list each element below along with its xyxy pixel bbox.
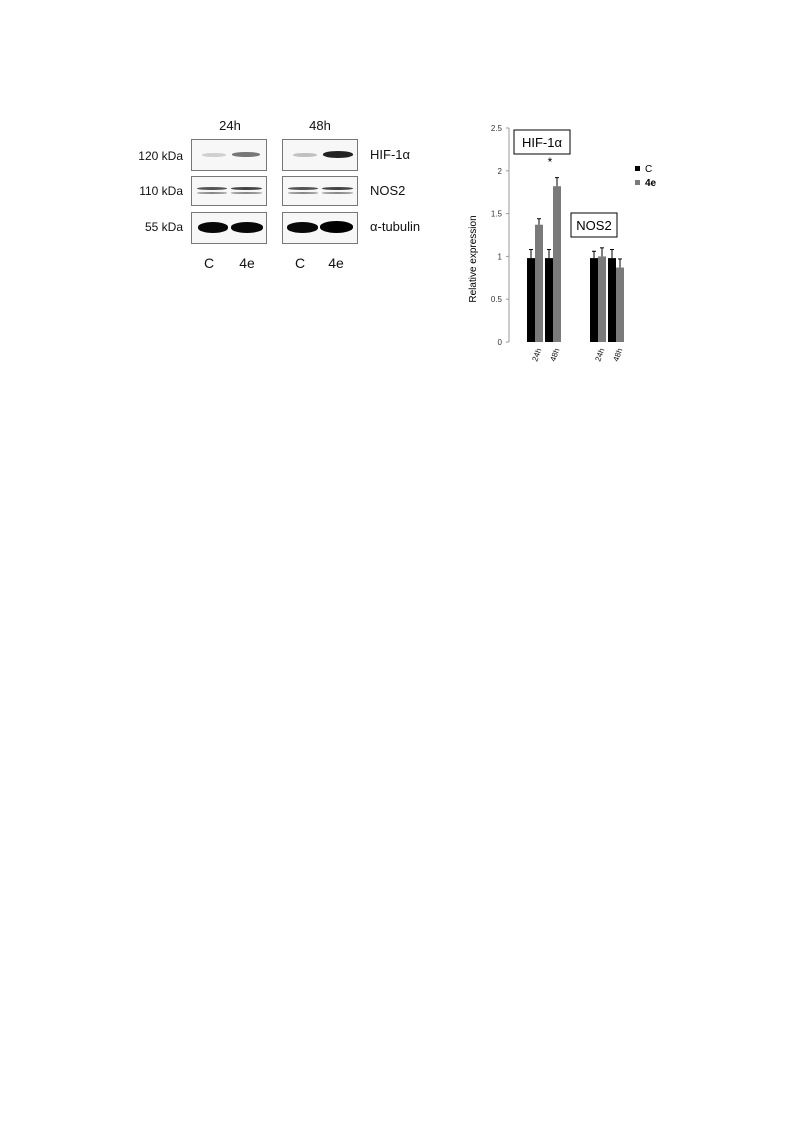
blot-tubulin-24h bbox=[191, 212, 267, 244]
band-hif1a-24h-4e bbox=[232, 152, 260, 157]
blot-tubulin-48h bbox=[282, 212, 358, 244]
bar-4e-1 bbox=[553, 186, 561, 342]
band-nos2-24h-4e-upper bbox=[231, 187, 262, 190]
y-tick-label: 2 bbox=[497, 166, 502, 176]
protein-label-nos2: NOS2 bbox=[370, 183, 406, 198]
band-nos2-48h-c-upper bbox=[288, 187, 318, 190]
significance-asterisk: * bbox=[547, 155, 553, 169]
lane-label-c-24h: C bbox=[203, 255, 215, 271]
x-tick-label: 24h bbox=[593, 347, 607, 363]
group-label-nos2: NOS2 bbox=[576, 218, 612, 233]
bar-4e-0 bbox=[535, 225, 543, 342]
y-tick-label: 2.5 bbox=[490, 124, 502, 133]
bar-C-0 bbox=[527, 258, 535, 342]
kda-label-110: 110 kDa bbox=[139, 184, 183, 198]
band-nos2-24h-4e-lower bbox=[231, 192, 262, 194]
legend-label-c: C bbox=[645, 164, 653, 175]
blot-nos2-24h bbox=[191, 176, 267, 206]
kda-label-120: 120 kDa bbox=[138, 149, 183, 163]
bar-C-2 bbox=[590, 258, 598, 342]
y-tick-label: 1.5 bbox=[490, 209, 502, 219]
band-nos2-24h-c-upper bbox=[197, 187, 227, 190]
blot-hif1a-48h bbox=[282, 139, 358, 171]
bar-4e-2 bbox=[598, 256, 606, 342]
legend-swatch-4e bbox=[635, 180, 640, 185]
band-nos2-48h-4e-upper bbox=[322, 187, 353, 190]
x-tick-label: 48h bbox=[548, 347, 562, 363]
lane-label-c-48h: C bbox=[294, 255, 306, 271]
band-nos2-24h-c-lower bbox=[197, 192, 227, 194]
y-tick-label: 1 bbox=[497, 252, 502, 262]
protein-label-tubulin: α-tubulin bbox=[370, 219, 421, 234]
band-nos2-48h-c-lower bbox=[288, 192, 318, 194]
protein-label-hif1a: HIF-1α bbox=[370, 147, 411, 162]
blot-hif1a-24h bbox=[191, 139, 267, 171]
legend-label-4e: 4e bbox=[645, 178, 657, 189]
x-tick-label: 48h bbox=[611, 347, 625, 363]
band-tubulin-24h-c bbox=[198, 222, 228, 233]
blot-nos2-48h bbox=[282, 176, 358, 206]
x-tick-label: 24h bbox=[530, 347, 544, 363]
lane-label-4e-48h: 4e bbox=[328, 255, 344, 271]
bar-C-1 bbox=[545, 258, 553, 342]
band-nos2-48h-4e-lower bbox=[322, 192, 353, 194]
band-hif1a-48h-c bbox=[293, 153, 317, 157]
band-tubulin-24h-4e bbox=[231, 222, 263, 233]
time-label-24h: 24h bbox=[219, 118, 241, 133]
bar-4e-3 bbox=[616, 268, 624, 342]
time-label-48h: 48h bbox=[309, 118, 331, 133]
legend-swatch-c bbox=[635, 166, 640, 171]
y-tick-label: 0 bbox=[497, 338, 502, 347]
y-axis-label: Relative expression bbox=[468, 215, 479, 303]
band-hif1a-24h-c bbox=[202, 153, 226, 157]
lane-label-4e-24h: 4e bbox=[239, 255, 255, 271]
y-tick-label: 0.5 bbox=[490, 295, 502, 305]
band-tubulin-48h-4e bbox=[320, 221, 353, 233]
band-tubulin-48h-c bbox=[287, 222, 318, 233]
bar-chart bbox=[455, 112, 655, 372]
kda-label-55: 55 kDa bbox=[144, 220, 183, 234]
bar-C-3 bbox=[608, 258, 616, 342]
group-label-hif1a: HIF-1α bbox=[521, 135, 563, 150]
band-hif1a-48h-4e bbox=[323, 151, 353, 158]
